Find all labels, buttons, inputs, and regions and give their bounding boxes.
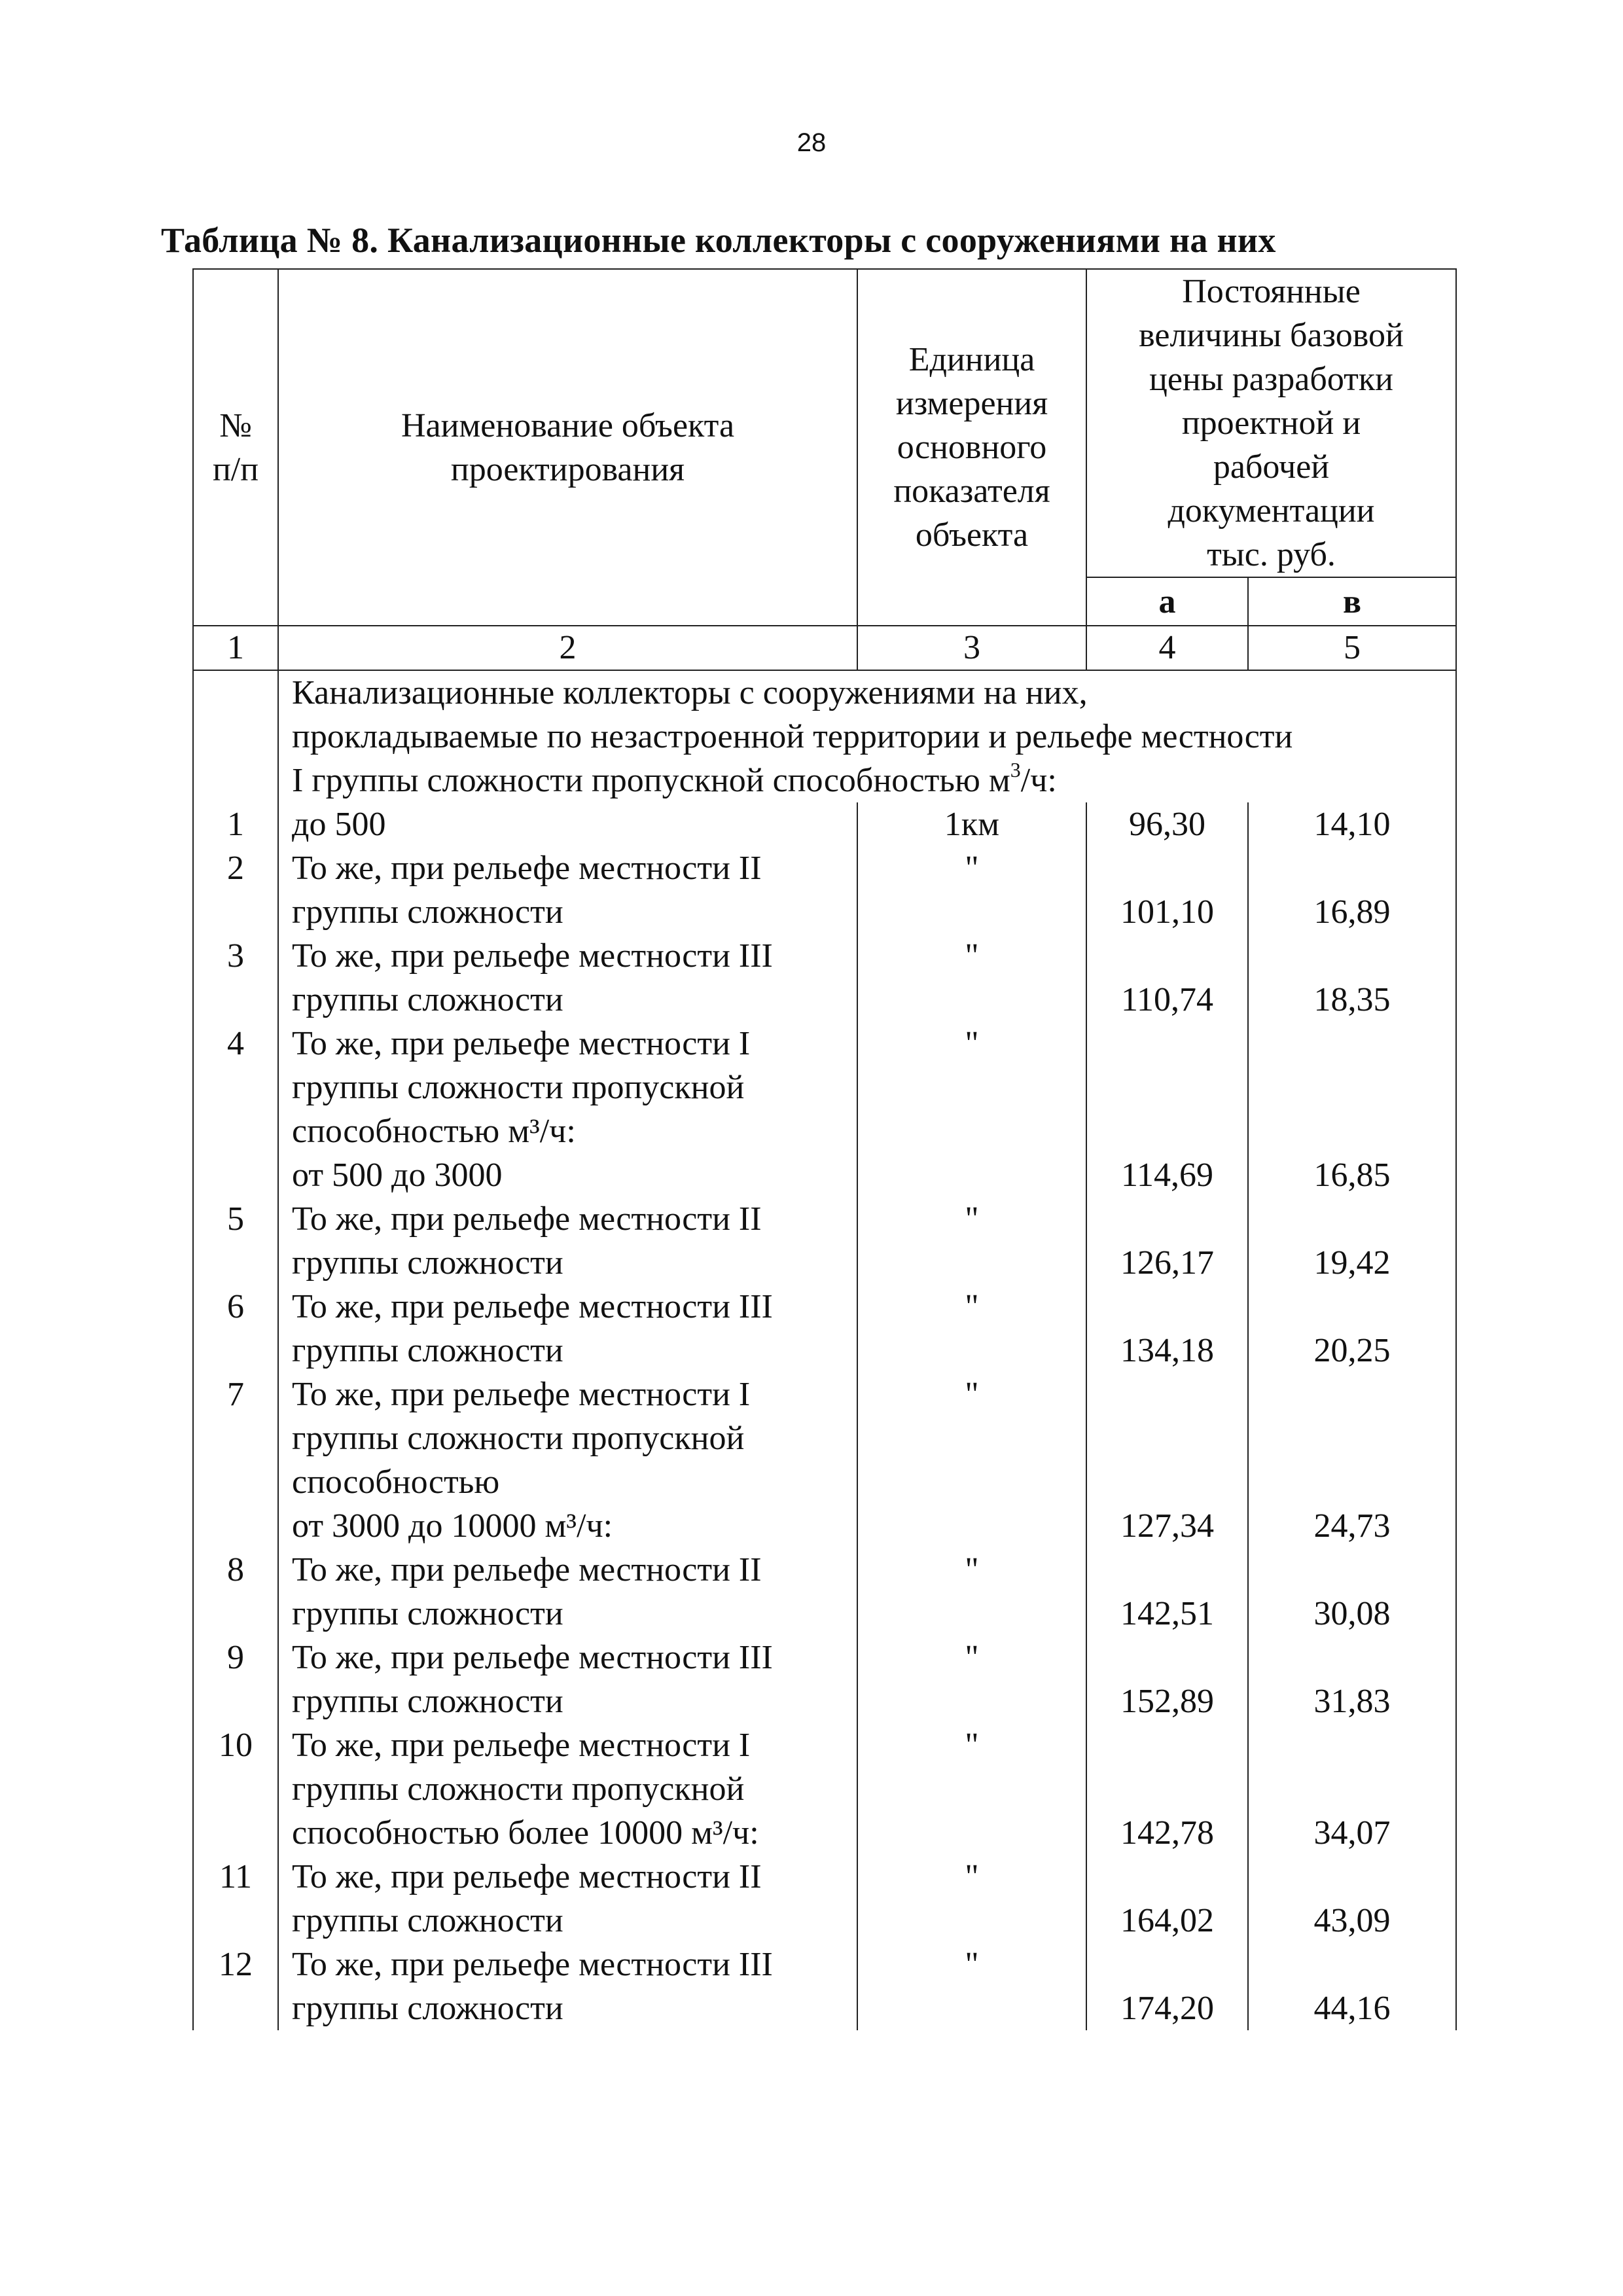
row-unit: " xyxy=(857,1636,1086,1723)
row-value-b: 19,42 xyxy=(1248,1197,1456,1285)
column-number: 5 xyxy=(1248,626,1456,670)
row-unit: " xyxy=(857,1943,1086,2030)
table-row xyxy=(193,1022,1456,1197)
row-name xyxy=(278,1548,857,1636)
row-name xyxy=(278,802,857,846)
row-value-a: 101,10 xyxy=(1086,846,1248,934)
row-name-line: То же, при рельефе местности III xyxy=(292,1946,773,1983)
row-unit: " xyxy=(857,1548,1086,1636)
row-number: 8 xyxy=(193,1548,278,1636)
row-name-line: группы сложности xyxy=(292,981,563,1018)
header-unit-line: Единица xyxy=(908,341,1035,378)
row-name-line: от 500 до 3000 xyxy=(292,1157,503,1194)
intro-line-suffix: /ч: xyxy=(1020,762,1057,799)
row-unit: " xyxy=(857,1723,1086,1855)
table-row xyxy=(193,1197,1456,1285)
row-name-line: группы сложности пропускной xyxy=(292,1420,745,1457)
row-number: 7 xyxy=(193,1372,278,1548)
row-number: 1 xyxy=(193,802,278,846)
header-sub-b: в xyxy=(1248,577,1456,626)
header-unit-line: показателя xyxy=(893,473,1050,510)
row-value-b: 18,35 xyxy=(1248,934,1456,1022)
header-number-line: п/п xyxy=(212,450,259,488)
row-value-b: 44,16 xyxy=(1248,1943,1456,2030)
table-body xyxy=(193,670,1456,2030)
row-value-a: 96,30 xyxy=(1086,802,1248,846)
row-name-line: То же, при рельефе местности III xyxy=(292,937,773,975)
intro-line-text: I группы сложности пропускной способностью м xyxy=(292,762,1010,799)
column-number: 2 xyxy=(278,626,857,670)
column-number: 1 xyxy=(193,626,278,670)
row-name xyxy=(278,1855,857,1943)
row-number: 6 xyxy=(193,1285,278,1372)
table-row xyxy=(193,1636,1456,1723)
row-name-line: То же, при рельефе местности II xyxy=(292,1200,762,1238)
row-number: 3 xyxy=(193,934,278,1022)
table-row xyxy=(193,846,1456,934)
table-row xyxy=(193,934,1456,1022)
row-name xyxy=(278,1022,857,1197)
header-name-line: Наименование объекта xyxy=(401,406,735,444)
intro-line xyxy=(292,759,1448,802)
intro-row xyxy=(193,670,1456,802)
row-value-a: 142,51 xyxy=(1086,1548,1248,1636)
header-base-price xyxy=(1086,269,1456,577)
row-name-line: То же, при рельефе местности II xyxy=(292,1551,762,1588)
row-value-b: 20,25 xyxy=(1248,1285,1456,1372)
row-number: 4 xyxy=(193,1022,278,1197)
header-price-line: величины базовой xyxy=(1139,317,1404,354)
row-value-b: 16,89 xyxy=(1248,846,1456,934)
superscript: 3 xyxy=(1010,758,1021,781)
header-name-line: проектирования xyxy=(450,450,685,488)
row-unit: " xyxy=(857,1022,1086,1197)
table-row xyxy=(193,1548,1456,1636)
row-number: 5 xyxy=(193,1197,278,1285)
row-name xyxy=(278,1723,857,1855)
header-object-name xyxy=(278,269,857,626)
row-unit: " xyxy=(857,934,1086,1022)
collectors-table xyxy=(192,268,1457,2030)
row-unit: 1км xyxy=(857,802,1086,846)
table-title: Таблица № 8. Канализационные коллекторы с сооружениями на них xyxy=(161,221,1276,260)
row-name-line: способностью более 10000 м³/ч: xyxy=(292,1814,759,1852)
header-unit-line: объекта xyxy=(915,516,1029,554)
header-unit-line: основного xyxy=(897,429,1047,466)
row-value-b: 14,10 xyxy=(1248,802,1456,846)
row-value-a: 174,20 xyxy=(1086,1943,1248,2030)
row-name xyxy=(278,1372,857,1548)
row-number: 11 xyxy=(193,1855,278,1943)
row-name-line: группы сложности xyxy=(292,1595,563,1632)
header-price-line: цены разработки xyxy=(1149,361,1393,398)
row-unit: " xyxy=(857,1285,1086,1372)
table-row xyxy=(193,1943,1456,2030)
row-unit: " xyxy=(857,1372,1086,1548)
row-value-b: 34,07 xyxy=(1248,1723,1456,1855)
row-value-b: 30,08 xyxy=(1248,1548,1456,1636)
row-number: 9 xyxy=(193,1636,278,1723)
table-row xyxy=(193,1285,1456,1372)
header-sub-a: а xyxy=(1086,577,1248,626)
header-price-line: рабочей xyxy=(1213,448,1330,486)
row-name-line: То же, при рельефе местности I xyxy=(292,1376,751,1413)
page-number: 28 xyxy=(796,128,827,157)
row-name xyxy=(278,1636,857,1723)
row-name-line: группы сложности xyxy=(292,893,563,931)
column-number: 4 xyxy=(1086,626,1248,670)
table-row xyxy=(193,802,1456,846)
header-price-line: документации xyxy=(1168,492,1375,529)
table-row xyxy=(193,1723,1456,1855)
row-value-a: 142,78 xyxy=(1086,1723,1248,1855)
row-value-b: 24,73 xyxy=(1248,1372,1456,1548)
row-value-a: 110,74 xyxy=(1086,934,1248,1022)
row-name-line: группы сложности пропускной xyxy=(292,1770,745,1808)
row-value-b: 31,83 xyxy=(1248,1636,1456,1723)
column-number: 3 xyxy=(857,626,1086,670)
row-name-line: от 3000 до 10000 м³/ч: xyxy=(292,1507,613,1545)
row-value-b: 16,85 xyxy=(1248,1022,1456,1197)
intro-text xyxy=(278,670,1456,802)
row-value-b: 43,09 xyxy=(1248,1855,1456,1943)
header-unit xyxy=(857,269,1086,626)
row-value-a: 114,69 xyxy=(1086,1022,1248,1197)
row-name-line: То же, при рельефе местности I xyxy=(292,1727,751,1764)
row-name-line: способностью xyxy=(292,1463,500,1501)
row-name xyxy=(278,846,857,934)
header-number-line: № xyxy=(219,406,252,444)
row-name xyxy=(278,1197,857,1285)
table-row xyxy=(193,1372,1456,1548)
table-container xyxy=(192,268,1455,2030)
row-number: 2 xyxy=(193,846,278,934)
row-name-line: до 500 xyxy=(292,806,386,843)
row-value-a: 152,89 xyxy=(1086,1636,1248,1723)
row-name-line: группы сложности xyxy=(292,1902,563,1939)
row-unit: " xyxy=(857,1855,1086,1943)
row-name-line: группы сложности xyxy=(292,1332,563,1369)
row-unit: " xyxy=(857,846,1086,934)
row-name-line: То же, при рельефе местности III xyxy=(292,1288,773,1325)
row-name-line: группы сложности пропускной xyxy=(292,1069,745,1106)
header-number xyxy=(193,269,278,626)
row-name-line: То же, при рельефе местности II xyxy=(292,850,762,887)
row-name-line: То же, при рельефе местности II xyxy=(292,1858,762,1895)
row-value-a: 126,17 xyxy=(1086,1197,1248,1285)
row-name-line: группы сложности xyxy=(292,1990,563,2027)
row-name-line: группы сложности xyxy=(292,1683,563,1720)
table-row xyxy=(193,1855,1456,1943)
row-value-a: 127,34 xyxy=(1086,1372,1248,1548)
row-name-line: группы сложности xyxy=(292,1244,563,1282)
row-name xyxy=(278,1943,857,2030)
row-name xyxy=(278,934,857,1022)
row-number: 10 xyxy=(193,1723,278,1855)
row-value-a: 134,18 xyxy=(1086,1285,1248,1372)
intro-number-cell xyxy=(193,670,278,802)
row-name-line: То же, при рельефе местности I xyxy=(292,1025,751,1062)
intro-line: прокладываемые по незастроенной территории и рельефе местности xyxy=(292,718,1293,755)
row-number: 12 xyxy=(193,1943,278,2030)
row-value-a: 164,02 xyxy=(1086,1855,1248,1943)
row-name xyxy=(278,1285,857,1372)
header-unit-line: измерения xyxy=(895,385,1048,422)
header-price-line: Постоянные xyxy=(1182,273,1361,310)
header-price-line: тыс. руб. xyxy=(1207,536,1336,573)
intro-line: Канализационные коллекторы с сооружениями на них, xyxy=(292,674,1088,711)
header-price-line: проектной и xyxy=(1181,404,1361,442)
row-unit: " xyxy=(857,1197,1086,1285)
row-name-line: То же, при рельефе местности III xyxy=(292,1639,773,1676)
row-name-line: способностью м³/ч: xyxy=(292,1113,576,1150)
